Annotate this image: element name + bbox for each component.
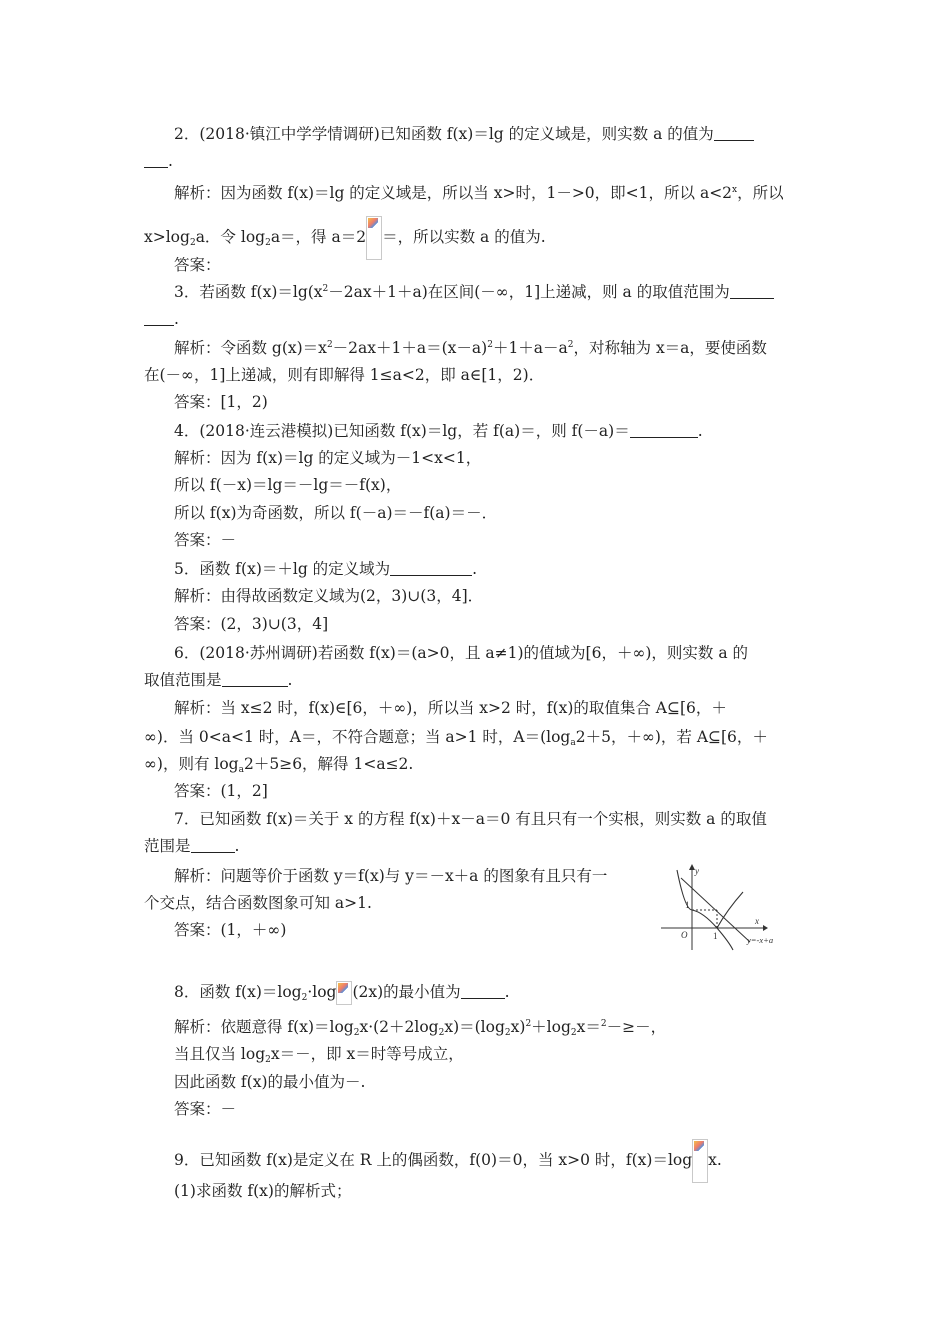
- p3-line2: .: [144, 309, 179, 329]
- x-arrow-icon: [763, 925, 768, 931]
- one-x-label: 1: [713, 931, 718, 941]
- p8-solution-line2: 当且仅当 $\log_2x=-$，即 x＝时等号成立，: [174, 1045, 464, 1065]
- p4-solution-line2: 所以 f(－x)＝lg＝－lg＝－f(x)，: [174, 476, 402, 494]
- p7-solution-line2: 个交点，结合函数图象可知 a>1.: [144, 894, 372, 912]
- line-label: y=-x+a: [747, 935, 774, 945]
- p2-solution-line2: $x>\log_2a$．令 $\log_2a=$，得 a＝2 ＝，所以实数 a 的值为.: [144, 216, 546, 260]
- p3-solution-line1: 解析：令函数 $g(x)=x^2-2ax+1+a=(x-a)^2+1+a-a^2$，对称轴为 x＝a，要使函数: [174, 339, 767, 357]
- answer-blank[interactable]: [191, 838, 235, 853]
- answer-blank[interactable]: [144, 153, 168, 168]
- p2-solution-line1: 解析：因为函数 f(x)＝lg 的定义域是，所以当 x>时，1－>0，即<1，所以 $a<2^x$，所以: [174, 184, 784, 202]
- p5-answer: 答案：(2，3)∪(3，4]: [174, 615, 329, 633]
- p2-line2: .: [144, 151, 173, 171]
- p7-line1: 7．已知函数 f(x)＝关于 x 的方程 f(x)＋x－a＝0 有且只有一个实根，则实数 a 的取值: [174, 810, 767, 828]
- p7-answer: 答案：(1，＋∞): [174, 921, 287, 939]
- answer-blank[interactable]: [630, 423, 698, 438]
- p6-line2: 取值范围是 .: [144, 671, 293, 689]
- broken-image-icon: [336, 981, 352, 1005]
- p8-solution-line1: 解析：依题意得 $f(x)=\log_2x\cdot(2+2\log_2x)=(\log_2x)^2+\log_2x=^2-\ge-$，: [174, 1018, 667, 1038]
- p9-line1: 9．已知函数 f(x)是定义在 R 上的偶函数，f(0)＝0，当 x>0 时，f(x)＝log x.: [174, 1139, 722, 1183]
- p6-solution-line2: ∞)．当 0<a<1 时，A＝，不符合题意；当 a>1 时，$A=(\log_a2+5$，＋∞)，若 A⊆[6，＋: [144, 728, 768, 748]
- p5-solution: 解析：由得故函数定义域为(2，3)∪(3，4]．: [174, 587, 484, 605]
- answer-blank[interactable]: [461, 984, 505, 999]
- function-graph: [655, 862, 815, 954]
- p2-answer: 答案：: [174, 256, 221, 274]
- broken-image-icon: [692, 1139, 708, 1183]
- p4-answer: 答案：－: [174, 531, 237, 549]
- p8-solution-line3: 因此函数 f(x)的最小值为－.: [174, 1073, 366, 1091]
- answer-blank[interactable]: [222, 672, 288, 687]
- p3-answer: 答案：[1，2): [174, 393, 268, 411]
- answer-blank[interactable]: [390, 561, 472, 576]
- x-label: x: [755, 916, 759, 926]
- y-label: y: [695, 866, 699, 876]
- answer-blank[interactable]: [714, 126, 754, 141]
- p6-solution-line3: ∞)，则有 $\log_a2+5\ge 6$，解得 1<a≤2.: [144, 755, 414, 775]
- p6-answer: 答案：(1，2]: [174, 782, 268, 800]
- p3-line1: 3．若函数 $f(x)=\lg(x^2-2ax+1+a)$在区间(－∞，1]上递减，则 a 的取值范围为: [174, 282, 774, 302]
- broken-image-icon: [366, 216, 382, 260]
- p5-line1: 5．函数 f(x)＝＋lg 的定义域为 .: [174, 560, 478, 578]
- p9-part1: (1)求函数 f(x)的解析式；: [174, 1182, 352, 1200]
- p2-line1: 2．(2018·镇江中学学情调研)已知函数 f(x)＝lg 的定义域是，则实数 a 的值为: [174, 124, 754, 144]
- p3-solution-line2: 在(－∞，1]上递减，则有即解得 1≤a<2，即 a∈[1，2)．: [144, 366, 545, 384]
- p4-solution-line3: 所以 f(x)为奇函数，所以 f(－a)＝－f(a)＝－．: [174, 504, 498, 522]
- origin-label: O: [681, 930, 688, 940]
- p4-line1: 4．(2018·连云港模拟)已知函数 f(x)＝lg，若 f(a)＝，则 f(－a)＝ .: [174, 422, 703, 440]
- answer-blank[interactable]: [730, 284, 774, 299]
- one-y-label: 1: [685, 900, 690, 910]
- p6-solution-line1: 解析：当 x≤2 时，f(x)∈[6，＋∞)，所以当 x>2 时，f(x)的取值集合 A⊆[6，＋: [174, 699, 727, 717]
- p8-answer: 答案：－: [174, 1100, 237, 1118]
- p8-line1: 8．函数 $f(x)=\log_2\cdot\log$ (2x)的最小值为 .: [174, 983, 510, 1003]
- p7-solution-line1: 解析：问题等价于函数 y＝f(x)与 y＝－x＋a 的图象有且只有一: [174, 867, 608, 885]
- answer-blank[interactable]: [144, 311, 174, 326]
- p6-line1: 6．(2018·苏州调研)若函数 f(x)＝(a>0，且 a≠1)的值域为[6，＋∞)，则实数 a 的: [174, 644, 748, 662]
- p7-line2: 范围是 .: [144, 837, 240, 855]
- p4-solution-line1: 解析：因为 f(x)＝lg 的定义域为－1<x<1，: [174, 449, 482, 467]
- curve-log: [717, 892, 743, 928]
